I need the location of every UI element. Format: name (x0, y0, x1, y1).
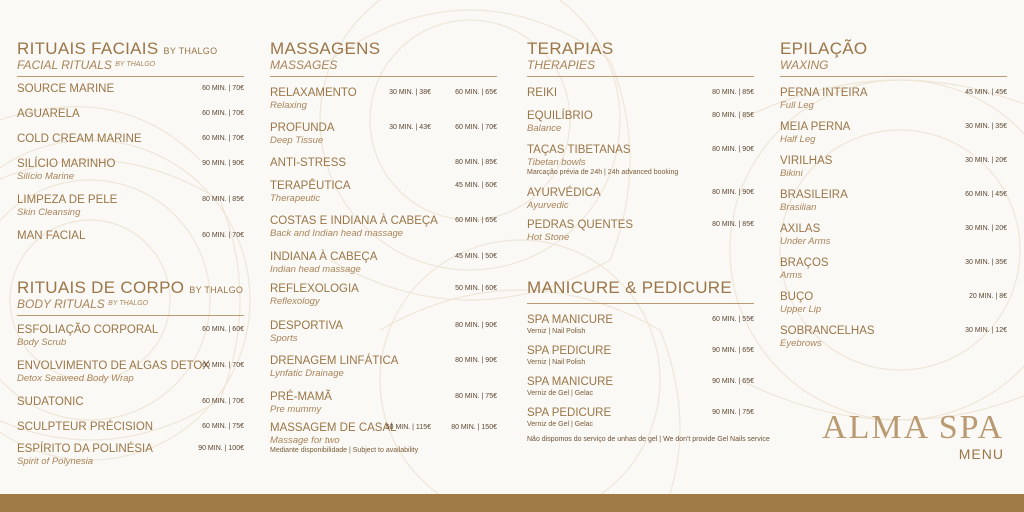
facial-subtitle: FACIAL RITUALS $^{BY THALGO}$ (17, 58, 156, 72)
menu-item: COLD CREAM MARINE 60 MIN. | 70€ (17, 133, 244, 145)
divider (780, 76, 1007, 77)
menu-item: COSTAS E INDIANA À CABEÇA Back and Indian head massage 60 MIN. | 65€ (270, 215, 497, 239)
menu-item: LIMPEZA DE PELE Skin Cleansing 80 MIN. | 85€ (17, 194, 244, 218)
divider (17, 315, 244, 316)
brand-logo: ALMA SPA (822, 409, 1004, 446)
menu-item: ANTI-STRESS 80 MIN. | 85€ (270, 157, 497, 169)
menu-item: SUDATONIC 60 MIN. | 70€ (17, 396, 244, 408)
footer-bar (0, 494, 1024, 512)
menu-item: BRASILEIRA Brasilian 60 MIN. | 45€ (780, 189, 1007, 213)
facial-rituals-section (17, 39, 244, 242)
massages-section (270, 39, 497, 454)
manicure-title: MANICURE & PEDICURE (527, 278, 733, 297)
menu-item: PERNA INTEIRA Full Leg 45 MIN. | 45€ (780, 87, 1007, 111)
menu-item: REFLEXOLOGIA Reflexology 50 MIN. | 60€ (270, 283, 497, 307)
menu-item: BUÇO Upper Lip 20 MIN. | 8€ (780, 291, 1007, 315)
body-subtitle: BODY RITUALS $^{BY THALGO}$ (17, 297, 149, 311)
menu-item: SCULPTEUR PRÉCISION 60 MIN. | 75€ (17, 421, 244, 433)
menu-item: SPA PEDICURE Verniz de Gel | Gelac 90 MIN. | 75€ (527, 407, 754, 428)
waxing-section (780, 39, 1007, 349)
menu-item: SPA PEDICURE Verniz | Nail Polish 90 MIN. | 65€ (527, 345, 754, 366)
menu-item: ENVOLVIMENTO DE ALGAS DETOX Detox Seaweed Body Wrap 60 MIN. | 70€ (17, 360, 244, 384)
menu-item: ESPÍRITO DA POLINÉSIA Spirit of Polynesia 90 MIN. | 100€ (17, 443, 244, 467)
divider (527, 76, 754, 77)
menu-item: MAN FACIAL 60 MIN. | 70€ (17, 230, 244, 242)
menu-item: SOBRANCELHAS Eyebrows 30 MIN. | 12€ (780, 325, 1007, 349)
massages-title: MASSAGENS (270, 39, 381, 58)
menu-item: MASSAGEM DE CASAL Massage for two Mediante disponibilidade | Subject to availability 50 MIN. | 115€ 80 MIN. | 150€ (270, 422, 497, 454)
menu-item: TAÇAS TIBETANAS Tibetan bowls Marcação prévia de 24h | 24h advanced booking 80 MIN. | 90€ (527, 144, 754, 176)
menu-item: PROFUNDA Deep Tissue 30 MIN. | 43€ 60 MIN. | 70€ (270, 122, 497, 146)
menu-item: PRÉ-MAMÃ Pre mummy 80 MIN. | 75€ (270, 391, 497, 415)
menu-item: TERAPÊUTICA Therapeutic 45 MIN. | 60€ (270, 180, 497, 204)
menu-item: ESFOLIAÇÃO CORPORAL Body Scrub 60 MIN. | 60€ (17, 324, 244, 348)
menu-item: VIRILHAS Bikini 30 MIN. | 20€ (780, 155, 1007, 179)
body-rituals-section (17, 278, 244, 467)
manicure-section (527, 278, 754, 428)
menu-item: DESPORTIVA Sports 80 MIN. | 90€ (270, 320, 497, 344)
menu-item: AXILAS Under Arms 30 MIN. | 20€ (780, 223, 1007, 247)
menu-item: INDIANA À CABEÇA Indian head massage 45 MIN. | 50€ (270, 251, 497, 275)
menu-item: EQUILÍBRIO Balance 80 MIN. | 85€ (527, 110, 754, 134)
divider (270, 76, 497, 77)
divider (527, 303, 754, 304)
menu-item: SOURCE MARINE 60 MIN. | 70€ (17, 83, 244, 95)
menu-item: REIKI 80 MIN. | 85€ (527, 87, 754, 99)
brand-block (822, 410, 1004, 462)
menu-item: SILÍCIO MARINHO Silício Marine 90 MIN. | 90€ (17, 158, 244, 182)
body-title: RITUAIS DE CORPO $^{BY THALGO}$ (17, 278, 244, 297)
therapies-title: TERAPIAS (527, 39, 614, 58)
divider (17, 76, 244, 77)
therapies-subtitle: THERAPIES (527, 58, 596, 72)
menu-item: MEIA PERNA Half Leg 30 MIN. | 35€ (780, 121, 1007, 145)
menu-item: SPA MANICURE Verniz de Gel | Gelac 90 MIN. | 65€ (527, 376, 754, 397)
brand-menu-label: MENU (958, 446, 1004, 462)
waxing-subtitle: WAXING (780, 58, 829, 72)
menu-item: AGUARELA 60 MIN. | 70€ (17, 108, 244, 120)
menu-item: AYURVÉDICA Ayurvedic 80 MIN. | 90€ (527, 187, 754, 211)
gel-nails-footnote: Não dispomos do serviço de unhas de gel | We don't provide Gel Nails service (527, 436, 770, 443)
facial-title: RITUAIS FACIAIS $^{BY THALGO}$ (17, 39, 218, 58)
menu-item: DRENAGEM LINFÁTICA Lynfatic Drainage 80 MIN. | 90€ (270, 355, 497, 379)
massages-subtitle: MASSAGES (270, 58, 338, 72)
menu-item: RELAXAMENTO Relaxing 30 MIN. | 38€ 60 MIN. | 65€ (270, 87, 497, 111)
menu-item: PEDRAS QUENTES Hot Stone 80 MIN. | 85€ (527, 219, 754, 243)
waxing-title: EPILAÇÃO (780, 39, 868, 58)
therapies-section (527, 39, 754, 243)
menu-item: SPA MANICURE Verniz | Nail Polish 60 MIN. | 55€ (527, 314, 754, 335)
menu-item: BRAÇOS Arms 30 MIN. | 35€ (780, 257, 1007, 281)
